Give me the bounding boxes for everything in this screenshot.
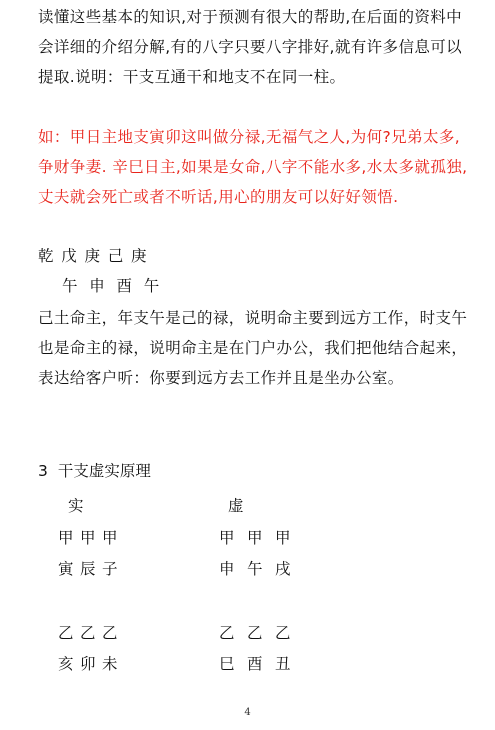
xu-cell: 午: [247, 560, 263, 578]
xu-row-0: [219, 527, 303, 549]
xu-row-3: [219, 653, 303, 675]
shi-row-2: [58, 622, 124, 644]
branch-2: 酉: [116, 277, 133, 295]
shi-row-3: [58, 653, 124, 675]
xu-cell: 乙: [247, 624, 263, 642]
section-title: 干支虚实原理: [57, 462, 151, 480]
shi-cell: 甲: [80, 529, 96, 547]
paragraph-example-red: 如：甲日主地支寅卯这叫做分禄,无福气之人,为何?兄弟太多,争财争妻. 辛巳日主,如果是女命,八字不能水多,水太多就孤独,丈夫就会死亡或者不听话,用心的朋友可以好好领悟.: [38, 128, 468, 206]
shi-cell: 乙: [58, 624, 74, 642]
xu-cell: 甲: [275, 529, 291, 547]
branch-0: 午: [62, 277, 78, 295]
stem-4: 庚: [130, 247, 147, 265]
shi-cell: 寅: [58, 560, 74, 578]
stem-1: 戊: [61, 247, 78, 265]
xu-cell: 酉: [247, 655, 263, 673]
branch-3: 午: [143, 277, 160, 295]
shi-cell: 亥: [58, 655, 74, 673]
shi-cell: 甲: [58, 529, 74, 547]
shi-row-0: [58, 527, 124, 549]
xu-cell: 甲: [247, 529, 263, 547]
shi-cell: 乙: [102, 624, 118, 642]
xu-cell: 戌: [275, 560, 291, 578]
xu-cell: 申: [219, 560, 235, 578]
shi-cell: 乙: [80, 624, 96, 642]
xu-cell: 甲: [219, 529, 235, 547]
shi-cell: 甲: [102, 529, 118, 547]
xu-label: 虚: [228, 497, 244, 515]
xu-row-1: [219, 558, 303, 580]
ganzhi-branches-line: [62, 275, 160, 297]
xu-cell: 丑: [275, 655, 291, 673]
xu-row-2: [219, 622, 303, 644]
shi-cell: 未: [102, 655, 118, 673]
section-heading: [38, 460, 151, 482]
paragraph-intro: 读懂这些基本的知识,对于预测有很大的帮助,在后面的资料中会详细的介绍分解,有的八字只要八字排好,就有许多信息可以提取.说明：干支互通干和地支不在同一柱。: [38, 8, 463, 86]
shi-row-1: [58, 558, 124, 580]
branch-1: 申: [89, 277, 106, 295]
ganzhi-stems-line: [38, 245, 147, 267]
stem-2: 庚: [84, 247, 101, 265]
page-number: 4: [244, 707, 251, 718]
xu-cell: 巳: [219, 655, 235, 673]
paragraph-explanation: 己土命主，年支午是己的禄，说明命主要到远方工作，时支午也是命主的禄，说明命主是在门户办公，我们把他结合起来，表达给客户听：你要到远方去工作并且是坐办公室。: [38, 309, 468, 387]
shi-cell: 子: [102, 560, 118, 578]
xu-cell: 乙: [275, 624, 291, 642]
xu-cell: 乙: [219, 624, 235, 642]
shi-cell: 辰: [80, 560, 96, 578]
section-number: 3: [38, 462, 48, 480]
shi-cell: 卯: [80, 655, 96, 673]
stem-0: 乾: [38, 247, 54, 265]
shi-label: 实: [68, 497, 84, 515]
stem-3: 己: [107, 247, 124, 265]
